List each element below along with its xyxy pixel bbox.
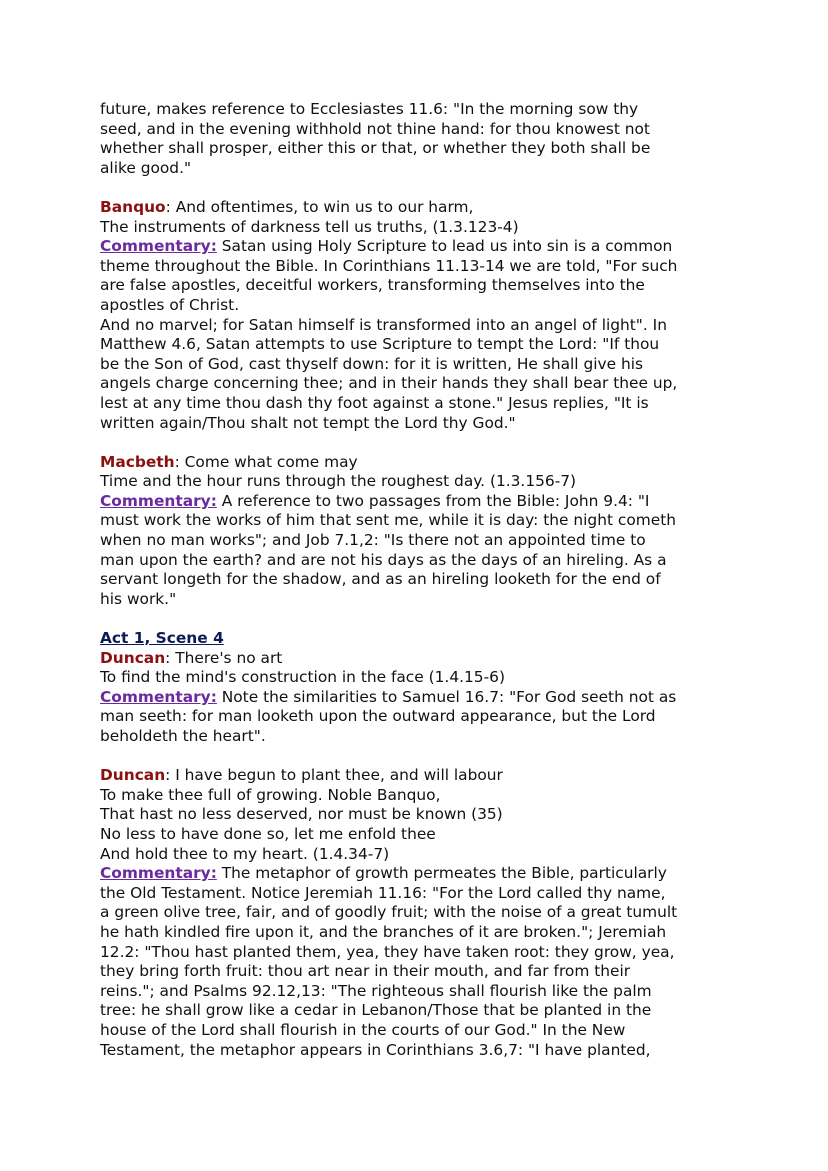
quote-line: No less to have done so, let me enfold thee (100, 824, 436, 843)
commentary-line: servant longeth for the shadow, and as an hireling looketh for the end of (100, 570, 661, 589)
commentary-link[interactable]: Commentary: (100, 687, 217, 706)
commentary-line: must work the works of him that sent me, while it is day: the night cometh (100, 511, 677, 530)
text-line: alike good." (100, 158, 192, 177)
commentary-line: And no marvel; for Satan himself is transformed into an angel of light". In (100, 315, 667, 334)
commentary-link[interactable]: Commentary: (100, 864, 217, 883)
speaker-name: Macbeth (100, 452, 175, 471)
quote-line: To make thee full of growing. Noble Banquo, (100, 785, 441, 804)
duncan-quote-block (100, 766, 740, 1060)
commentary-line: be the Son of God, cast thyself down: for it is written, He shall give his (100, 354, 644, 373)
scene-4-block (100, 629, 740, 747)
quote-line: : And oftentimes, to win us to our harm, (165, 197, 474, 216)
commentary-line: his work." (100, 589, 177, 608)
text-line: seed, and in the evening withhold not thine hand: for thou knowest not (100, 119, 650, 138)
speaker-name: Duncan (100, 766, 166, 785)
commentary-line: The metaphor of growth permeates the Bible, particularly (216, 864, 667, 883)
quote-line: : I have begun to plant thee, and will labour (165, 766, 503, 785)
quote-line: : Come what come may (174, 452, 358, 471)
commentary-line: reins."; and Psalms 92.12,13: "The righteous shall flourish like the palm (100, 981, 652, 1000)
commentary-line: when no man works"; and Job 7.1,2: "Is there not an appointed time to (100, 531, 646, 550)
quote-line: : There's no art (165, 648, 283, 667)
commentary-line: man upon the earth? and are not his days as the days of an hireling. As a (100, 550, 667, 569)
text-line: whether shall prosper, either this or that, or whether they both shall be (100, 139, 651, 158)
speaker-name: Duncan (100, 648, 166, 667)
quote-line: To find the mind's construction in the face (1.4.15-6) (100, 668, 505, 687)
commentary-line: the Old Testament. Notice Jeremiah 11.16: "For the Lord called thy name, (100, 883, 666, 902)
quote-line: Time and the hour runs through the roughest day. (1.3.156-7) (100, 472, 577, 491)
commentary-line: Note the similarities to Samuel 16.7: "For God seeth not as (216, 687, 677, 706)
commentary-link[interactable]: Commentary: (100, 237, 217, 256)
commentary-line: theme throughout the Bible. In Corinthians 11.13-14 we are told, "For such (100, 256, 678, 275)
commentary-line: apostles of Christ. (100, 295, 240, 314)
commentary-line: 12.2: "Thou hast planted them, yea, they have taken root: they grow, yea, (100, 942, 675, 961)
macbeth-quote-block (100, 453, 740, 610)
commentary-line: Testament, the metaphor appears in Corinthians 3.6,7: "I have planted, (100, 1040, 651, 1059)
speaker-name: Banquo (100, 197, 166, 216)
commentary-line: written again/Thou shalt not tempt the Lord thy God." (100, 413, 516, 432)
commentary-line: house of the Lord shall flourish in the courts of our God." In the New (100, 1020, 626, 1039)
commentary-line: angels charge concerning thee; and in their hands they shall bear thee up, (100, 374, 678, 393)
commentary-line: a green olive tree, fair, and of goodly fruit; with the noise of a great tumult (100, 903, 678, 922)
commentary-line: they bring forth fruit: thou art near in their mouth, and far from their (100, 962, 631, 981)
commentary-line: lest at any time thou dash thy foot against a stone." Jesus replies, "It is (100, 393, 649, 412)
quote-line: And hold thee to my heart. (1.4.34-7) (100, 844, 390, 863)
commentary-line: A reference to two passages from the Bible: John 9.4: "I (216, 491, 650, 510)
text-line: future, makes reference to Ecclesiastes 11.6: "In the morning sow thy (100, 100, 639, 118)
quote-line: That hast no less deserved, nor must be known (35) (100, 805, 503, 824)
commentary-link[interactable]: Commentary: (100, 491, 217, 510)
document-page (100, 100, 740, 1060)
quote-line: The instruments of darkness tell us truths, (1.3.123-4) (100, 217, 519, 236)
commentary-line: he hath kindled fire upon it, and the branches of it are broken."; Jeremiah (100, 922, 667, 941)
intro-paragraph (100, 100, 740, 178)
commentary-line: tree: he shall grow like a cedar in Lebanon/Those that be planted in the (100, 1001, 652, 1020)
commentary-line: man seeth: for man looketh upon the outward appearance, but the Lord (100, 707, 656, 726)
banquo-quote-block (100, 198, 740, 433)
commentary-line: Matthew 4.6, Satan attempts to use Scripture to tempt the Lord: "If thou (100, 335, 660, 354)
commentary-line: beholdeth the heart". (100, 727, 266, 745)
scene-heading[interactable]: Act 1, Scene 4 (100, 629, 224, 648)
commentary-line: are false apostles, deceitful workers, transforming themselves into the (100, 276, 645, 295)
commentary-line: Satan using Holy Scripture to lead us into sin is a common (216, 237, 673, 256)
